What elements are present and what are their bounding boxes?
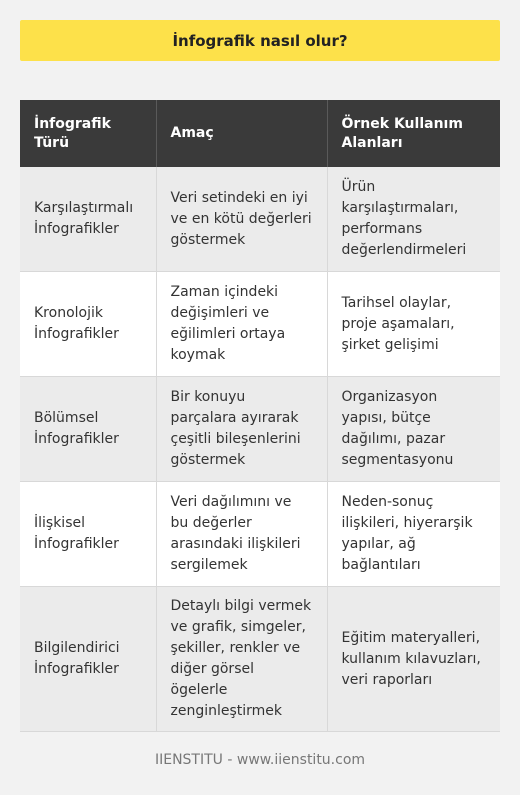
cell-purpose: Veri setindeki en iyi ve en kötü değerleri göstermek xyxy=(156,167,327,272)
cell-type: Karşılaştırmalı İnfografikler xyxy=(20,167,156,272)
cell-type: Kronolojik İnfografikler xyxy=(20,272,156,377)
column-header-purpose: Amaç xyxy=(156,100,327,167)
table-row xyxy=(20,377,500,482)
cell-purpose: Veri dağılımını ve bu değerler arasındaki ilişkileri sergilemek xyxy=(156,482,327,587)
column-header-type: İnfografik Türü xyxy=(20,100,156,167)
cell-examples: Ürün karşılaştırmaları, performans değerlendirmeleri xyxy=(327,167,500,272)
cell-examples: Tarihsel olaylar, proje aşamaları, şirket gelişimi xyxy=(327,272,500,377)
cell-examples: Neden-sonuç ilişkileri, hiyerarşik yapılar, ağ bağlantıları xyxy=(327,482,500,587)
cell-examples: Organizasyon yapısı, bütçe dağılımı, pazar segmentasyonu xyxy=(327,377,500,482)
cell-purpose: Zaman içindeki değişimleri ve eğilimleri ortaya koymak xyxy=(156,272,327,377)
table-row xyxy=(20,482,500,587)
data-table xyxy=(20,100,500,732)
cell-examples: Eğitim materyalleri, kullanım kılavuzları, veri raporları xyxy=(327,587,500,732)
table-row xyxy=(20,587,500,732)
column-header-examples: Örnek Kullanım Alanları xyxy=(327,100,500,167)
title-banner xyxy=(20,20,500,61)
cell-type: Bölümsel İnfografikler xyxy=(20,377,156,482)
cell-type: Bilgilendirici İnfografikler xyxy=(20,587,156,732)
footer-credit: IIENSTITU - www.iienstitu.com xyxy=(154,752,366,768)
table-row xyxy=(20,167,500,272)
cell-purpose: Bir konuyu parçalara ayırarak çeşitli bileşenlerini göstermek xyxy=(156,377,327,482)
infographic-table xyxy=(20,100,500,732)
table-header-row xyxy=(20,100,500,167)
table-row xyxy=(20,272,500,377)
cell-purpose: Detaylı bilgi vermek ve grafik, simgeler, şekiller, renkler ve diğer görsel ögelerle zenginleştirmek xyxy=(156,587,327,732)
page-title: İnfografik nasıl olur? xyxy=(172,31,348,50)
cell-type: İlişkisel İnfografikler xyxy=(20,482,156,587)
